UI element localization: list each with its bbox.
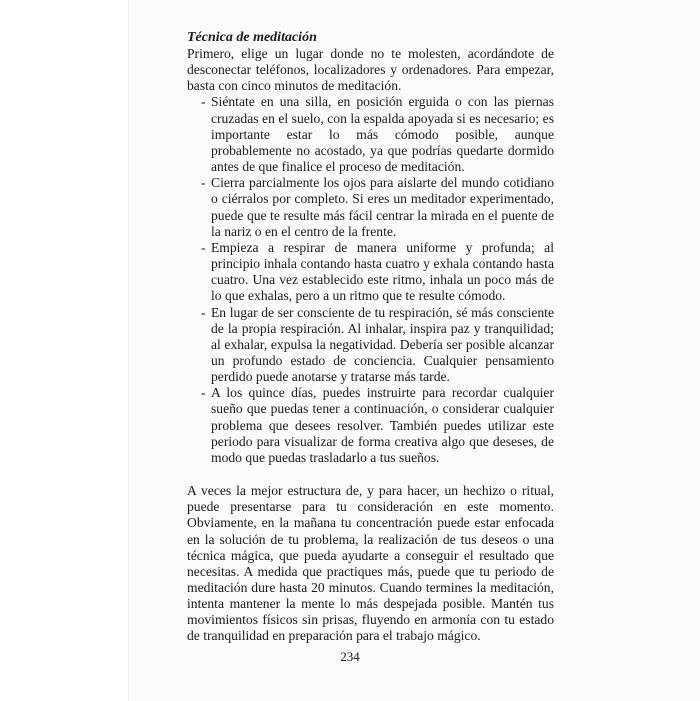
list-item: - Siéntate en una silla, en posición erguida o con las piernas cruzadas en el suelo, con la espalda apoyada si es necesario; es importante estar lo más cómodo posible, aunque probablemente no acostado, ya que podrías quedarte dormido antes de que finalice el proceso de meditación. bbox=[201, 94, 554, 175]
list-item: - A los quince días, puedes instruirte para recordar cualquier sueño que puedas tener a continuación, o considerar cualquier problema que desees resolver. También puedes utilizar este periodo para visualizar de forma creativa algo que deseses, de modo que puedas trasladarlo a tus sueños. bbox=[201, 385, 554, 466]
section-title: Técnica de meditación bbox=[187, 30, 317, 45]
list-item: - En lugar de ser consciente de tu respiración, sé más consciente de la propia respiración. Al inhalar, inspira paz y tranquilidad; al exhalar, expulsa la negatividad. Debería ser posible alcanzar un profundo estado de conciencia. Cualquier pensamiento perdido puede anotarse y tratarse más tarde. bbox=[201, 305, 554, 386]
paragraph-spacer bbox=[187, 466, 554, 483]
page-number: 234 bbox=[340, 649, 360, 664]
intro-paragraph: Primero, elige un lugar donde no te molesten, acordándote de desconectar teléfonos, localizadores y ordenadores. Para empezar, basta con cinco minutos de meditación. bbox=[187, 46, 554, 94]
closing-paragraph: A veces la mejor estructura de, y para hacer, un hechizo o ritual, puede presentarse para tu consideración en este momento. Obviamente, en la mañana tu concentración puede estar enfocada en la solución de tu problema, la realización de tus deseos o una técnica mágica, que pueda ayudarte a conseguir el resultado que necesitas. A medida que practiques más, puede que tu periodo de meditación dure hasta 20 minutos. Cuando termines la meditación, intenta mantener la mente lo más despejada posible. Mantén tus movimientos físicos sin prisas, fluyendo en armonía con tu estado de tranquilidad en preparación para el trabajo mágico. bbox=[187, 483, 554, 644]
page-content bbox=[187, 30, 554, 645]
list-item: - Empieza a respirar de manera uniforme y profunda; al principio inhala contando hasta cuatro y exhala contando hasta cuatro. Una vez establecido este ritmo, inhala un poco más de lo que exhalas, pero a un ritmo que te resulte cómodo. bbox=[201, 240, 554, 305]
list-item: - Cierra parcialmente los ojos para aislarte del mundo cotidiano o ciérralos por completo. Si eres un meditador experimentado, puede que te resulte más fácil centrar la mirada en el puente de la nariz o en el centro de la frente. bbox=[201, 175, 554, 240]
instruction-list bbox=[187, 94, 554, 466]
